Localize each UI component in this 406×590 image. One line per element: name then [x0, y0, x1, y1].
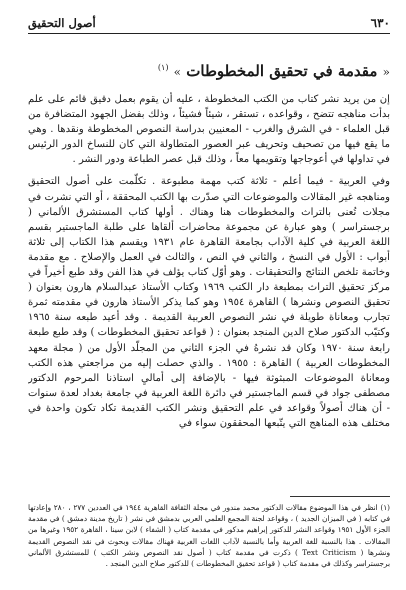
title-text: مقدمة في تحقيق المخطوطات: [186, 62, 378, 80]
page-number: ٦٣٠: [370, 16, 390, 30]
title-footnote-ref: (١): [157, 63, 169, 72]
paragraph: وفي العربية - فيما أعلم - ثلاثة كتب مهمة مطبوعة . تكلّمت على أصول التحقيق ومناهجه غير المقالات والموضوعات التي صدّرت بها الكتب المحققة ، أو التي نشرت في مجلات تُعنى بالتراث والمخطوطات هنا وهناك . أولها كتاب المستشرق الألماني ( برجستراسر ) وهو عبارة عن مجموعة محاضرات ألقاها على طلبة الماجستير بقسم اللغة العربية في كلية الآداب بجامعة القاهرة عام ١٩٣١ ويقسم هذا الكتاب إلى ثلاثة أبواب : الأول في النسخ ، والثاني في النص ، والثالث في العمل والإصلاح . مع مقدمة وخاتمة تلخص النتائج والتحقيقات . وهو أوّل كتاب يؤلف في هذا الفن وقد طبع أخيراً في مركز تحقيق التراث بمطبعة دار الكتب ١٩٦٩ وكتاب الأستاذ عبدالسلام هارون بعنوان ( تحقيق النصوص ونشرها ) القاهرة ١٩٥٤ وهو كما يذكر الأستاذ هارون في مقدمته ثمرة تجارب ومعاناة طويلة في نشر النصوص العربية القديمة . وقد أعيد طبعه سنة ١٩٦٥ وكتيّب الدكتور صلاح الدين المنجد بعنوان : ( قواعد تحقيق المخطوطات ) وقد طبع طبعة رابعة سنة ١٩٧٠ وكان قد نشرهُ في الجزء الثاني من المجلّد الأول من ( مجلة معهد المخطوطات العربية ) القاهرة : ١٩٥٥ . والذي حصلت إليه من مراجعتي هذه الكتب ومعاناة الموضوعات المبثوثة فيها - بالإضافة إلى أماليِ استاذنا المرحوم الدكتور مصطفى جواد في قسم الماجستير في دائرة اللغة العربية في جامعة بغداد لعدة سنوات - أن هناك أصولاً وقواعد في علم التحقيق ونشر الكتب القديمة تكاد تكون واحدة في مختلف هذه المناهج التي يتّبعها المحققون سواء في: [28, 176, 390, 429]
footnote-text: (١) انظر في هذا الموضوع مقالات الدكتور محمد مندور في مجلة الثقافة القاهرية ١٩٤٤ في العددين ٢٧٧ ، ٢٨٠ وإعادتها في كتابه ( في الميزان الجديد ) ، وقواعد لجنة المجمع العلمي العربي بدمشق في نشر ( تاريخ مدينة دمشق ) في مقدمة الجزء الأول ١٩٥١ وقواعد النشر للدكتور إبراهيم مدكور في مقدمة كتاب ( الشفاء ) لابن سينا ، القاهرة ١٩٥٢ وغيرها من المقالات . هذا بالنسبة للغة العربية وأما بالنسبة لآداب اللغات الغربية فهناك مقالات وبحوث في نقد النصوص القديمة ونشرها ( Text Criticism ) ذكرت في مقدمة كتاب ( أصول نقد النصوص ونشر الكتب ) للمستشرق الألماني برجستراسر وكذلك في مقدمة كتاب ( قواعد تحقيق المخطوطات ) للدكتور صلاح الدين المنجد .: [28, 503, 390, 569]
footnote-separator: [290, 496, 390, 497]
page-header: [28, 10, 390, 34]
title-open-quote: «: [382, 65, 390, 79]
section-title: [28, 62, 390, 84]
body-text: [28, 92, 390, 488]
paragraph: إن من يريد نشر كتاب من الكتب المخطوطة ، عليه أن يقوم بعمل دقيق قائم على علم بدأت مناهجه تتضح ، وقواعده ، تستقر ، شيئاً فشيئاً ، وذلك بفضل الجهود المتضافرة من قبل العلماء - في الشرق والغرب - المعنيين بدراسة النصوص المخطوطة ونقدها . وهي ما يقع فيها من تصحيف وتحريف عبر العصور المتطاولة التي كان للنساخ الدور الرئيس في تداولها في أعوجاجها وتقويمها معاً ، وذلك قبل عصر الطباعة ودور النشر .: [28, 94, 390, 166]
running-title: أصول التحقيق: [28, 16, 96, 30]
title-close-quote: »: [173, 65, 182, 79]
